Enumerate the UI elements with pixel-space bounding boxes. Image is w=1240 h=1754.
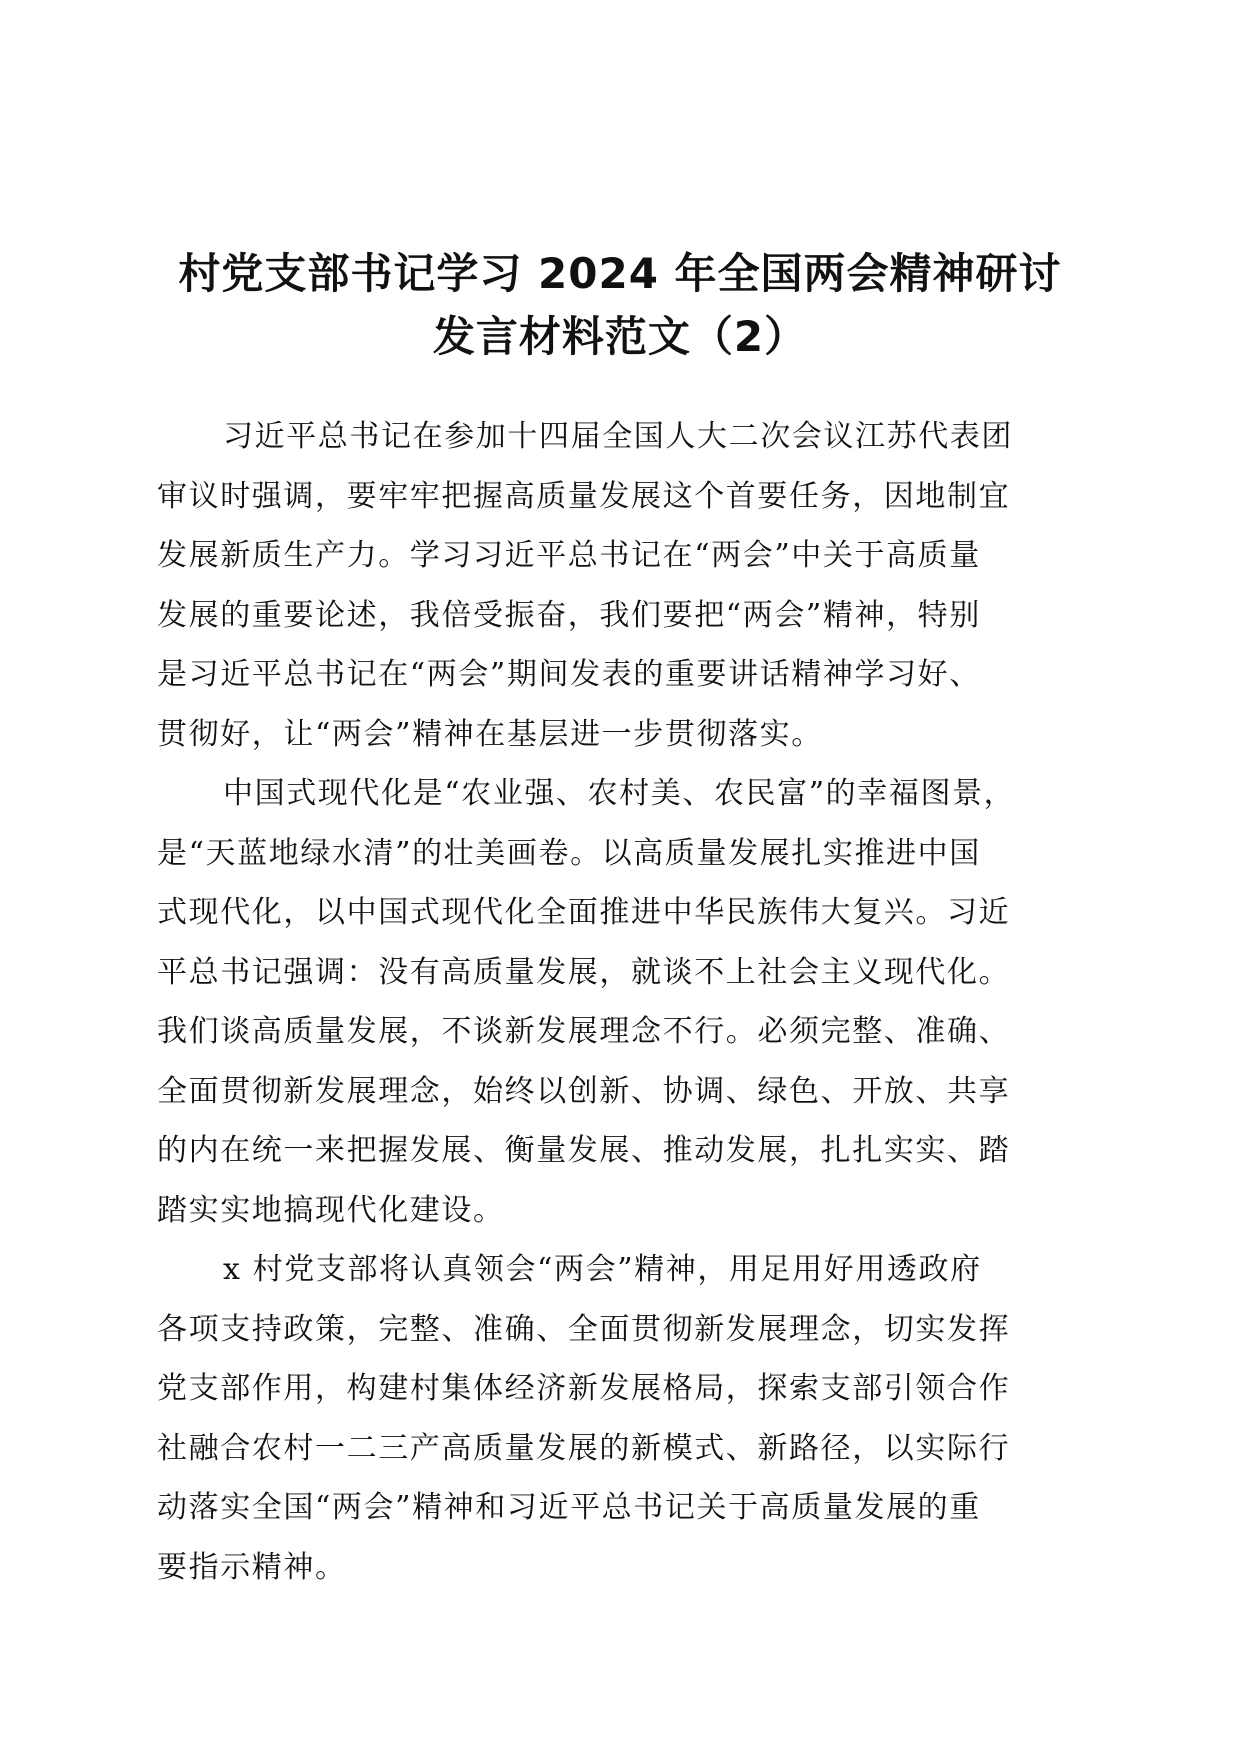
text-line: 踏实实地搞现代化建设。: [157, 1192, 505, 1228]
text-line: 发展新质生产力。学习习近平总书记在“两会”中关于高质量: [157, 538, 981, 573]
text-line: 党支部作用，构建村集体经济新发展格局，探索支部引领合作: [157, 1371, 1011, 1406]
text-line: 我们谈高质量发展，不谈新发展理念不行。必须完整、准确、: [157, 1014, 1011, 1049]
text-line: 审议时强调，要牢牢把握高质量发展这个首要任务，因地制宜: [157, 478, 1011, 514]
text-line: 贯彻好，让“两会”精神在基层进一步贯彻落实。: [157, 716, 823, 752]
text-line: 全面贯彻新发展理念，始终以创新、协调、绿色、开放、共享: [157, 1073, 1011, 1109]
page-title: [150, 242, 1090, 368]
paragraph-2: [157, 764, 1087, 1240]
text-line: 社融合农村一二三产高质量发展的新模式、新路径，以实际行: [157, 1430, 1011, 1466]
text-line: 的内在统一来把握发展、衡量发展、推动发展，扎扎实实、踏: [157, 1133, 1011, 1168]
text-line: 中国式现代化是“农业强、农村美、农民富”的幸福图景，: [223, 776, 1016, 811]
document-body: [157, 407, 1087, 1597]
title-line: 村党支部书记学习 2024 年全国两会精神研讨: [178, 249, 1062, 298]
text-line: x 村党支部将认真领会“两会”精神，用足用好用透政府: [223, 1252, 982, 1287]
title-line: 发言材料范文（2）: [432, 312, 808, 361]
text-line: 是习近平总书记在“两会”期间发表的重要讲话精神学习好、: [157, 657, 981, 692]
text-line: 发展的重要论述，我倍受振奋，我们要把“两会”精神，特别: [157, 597, 981, 633]
paragraph-1: [157, 407, 1087, 764]
text-line: 动落实全国“两会”精神和习近平总书记关于高质量发展的重: [157, 1490, 981, 1525]
text-line: 式现代化，以中国式现代化全面推进中华民族伟大复兴。习近: [157, 895, 1011, 930]
paragraph-3: [157, 1240, 1087, 1597]
text-line: 习近平总书记在参加十四届全国人大二次会议江苏代表团: [223, 419, 1013, 454]
text-line: 是“天蓝地绿水清”的壮美画卷。以高质量发展扎实推进中国: [157, 835, 981, 871]
text-line: 要指示精神。: [157, 1549, 347, 1585]
text-line: 平总书记强调：没有高质量发展，就谈不上社会主义现代化。: [157, 954, 1011, 990]
text-line: 各项支持政策，完整、准确、全面贯彻新发展理念，切实发挥: [157, 1311, 1011, 1347]
